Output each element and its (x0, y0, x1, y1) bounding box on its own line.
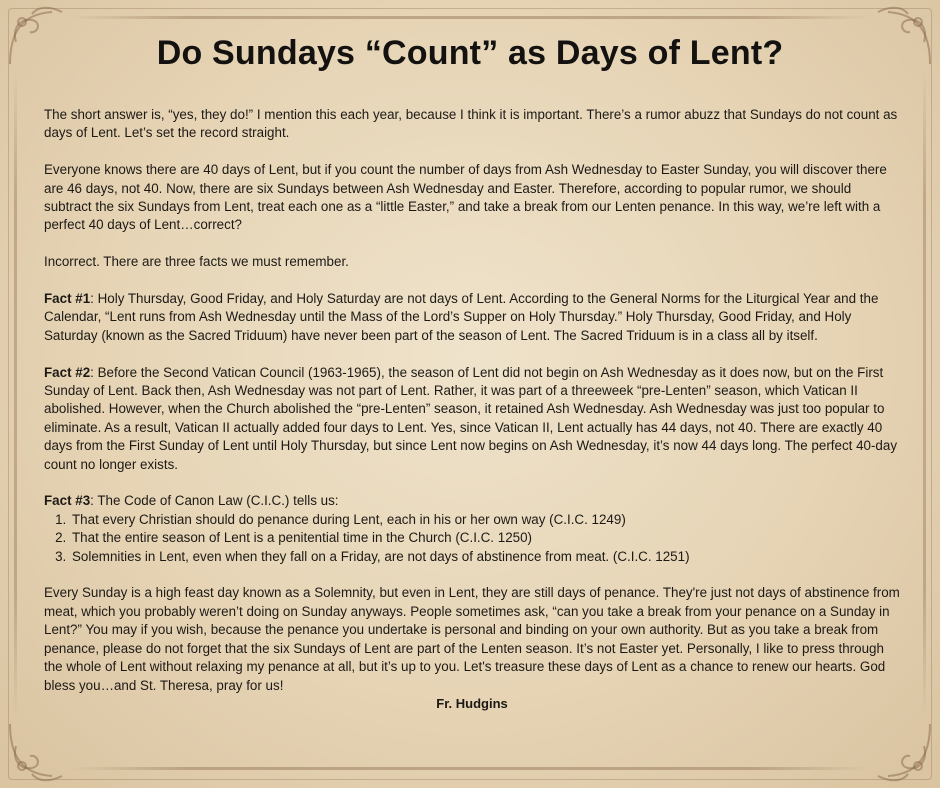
fact-1-label: Fact #1 (44, 291, 91, 307)
corner-flourish-icon (868, 716, 938, 786)
list-item: 3. Solemnities in Lent, even when they fall on a Friday, are not days of abstinence from meat. (C.I.C. 1251) (70, 548, 900, 566)
fact-3-paragraph (44, 492, 900, 510)
canon-law-list (44, 511, 900, 566)
signature: Fr. Hudgins (436, 696, 508, 712)
fact-2-label: Fact #2 (44, 364, 91, 380)
fact-2-text: : Before the Second Vatican Council (1963-1965), the season of Lent did not begin on Ash Wednesday as it does now, but on the First Sunday of Lent. Back then, Ash Wednesday was not part of Lent. Rather, it was part of a threeweek “pre-Lenten” season, which Vatican II abolished. However, when the Church abolished the “pre-Lenten” season, it retained Ash Wednesday. Ash Wednesday was just too popular to eliminate. As a result, Vatican II actually added four days to Lent. Yes, since Vatican II, Lent actually has 44 days, not 40. There are exactly 40 days from the First Sunday of Lent until Holy Thursday, but since Lent now begins on Ash Wednesday, it’s now 44 days long. The perfect 40-day count no longer exists. (44, 364, 898, 472)
incorrect-paragraph: Incorrect. There are three facts we must remember. (44, 254, 349, 270)
bottom-border-rule (70, 767, 870, 770)
list-item: 2. That the entire season of Lent is a penitential time in the Church (C.I.C. 1250) (70, 529, 900, 547)
fact-3-text: : The Code of Canon Law (C.I.C.) tells us: (90, 493, 339, 509)
list-item: 1. That every Christian should do penance during Lent, each in his or her own way (C.I.C. 1249) (70, 511, 900, 529)
fact-3-label: Fact #3 (44, 493, 91, 509)
left-border-rule (14, 70, 17, 718)
fact-1-paragraph (44, 290, 900, 345)
right-border-rule (923, 70, 926, 718)
closing-paragraph: Every Sunday is a high feast day known as a Solemnity, but even in Lent, they are still days of penance. They're just not days of abstinence from meat, which you probably weren’t doing on Sunday anyways. People sometimes ask, “can you take a break from your penance on a Sunday in Lent?” You may if you wish, because the penance you undertake is personal and binding on your own authority. But as you take a break from penance, please do not forget that the six Sundays of Lent are part of the Lenten season. It’s not Easter yet. Personally, I like to press through the whole of Lent without relaxing my penance at all, but it’s up to you. Let's treasure these days of Lent as a chance to renew our hearts. God bless you…and St. Theresa, pray for us! (44, 585, 900, 693)
top-border-rule (70, 16, 870, 19)
fact-2-paragraph (44, 364, 900, 474)
intro-paragraph: The short answer is, “yes, they do!” I mention this each year, because I think it is important. There’s a rumor abuzz that Sundays do not count as days of Lent. Let’s set the record straight. (44, 107, 898, 141)
page-title: Do Sundays “Count” as Days of Lent? (156, 34, 784, 72)
fact-1-text: : Holy Thursday, Good Friday, and Holy Saturday are not days of Lent. According to the General Norms for the Liturgical Year and the Calendar, “Lent runs from Ash Wednesday until the Mass of the Lord’s Supper on Holy Thursday.” Holy Thursday, Good Friday, and Holy Saturday (known as the Sacred Triduum) have never been part of the season of Lent. The Sacred Triduum is in a class all by itself. (44, 291, 879, 343)
article-body (44, 106, 900, 714)
corner-flourish-icon (2, 716, 72, 786)
rumor-paragraph: Everyone knows there are 40 days of Lent, but if you count the number of days from Ash Wednesday to Easter Sunday, you will discover there are 46 days, not 40. Now, there are six Sundays between Ash Wednesday and Easter. Therefore, according to popular rumor, we should subtract the six Sundays from Lent, treat each one as a “little Easter,” and take a break from our Lenten penance. In this way, we’re left with a perfect 40 days of Lent…correct? (44, 162, 887, 233)
